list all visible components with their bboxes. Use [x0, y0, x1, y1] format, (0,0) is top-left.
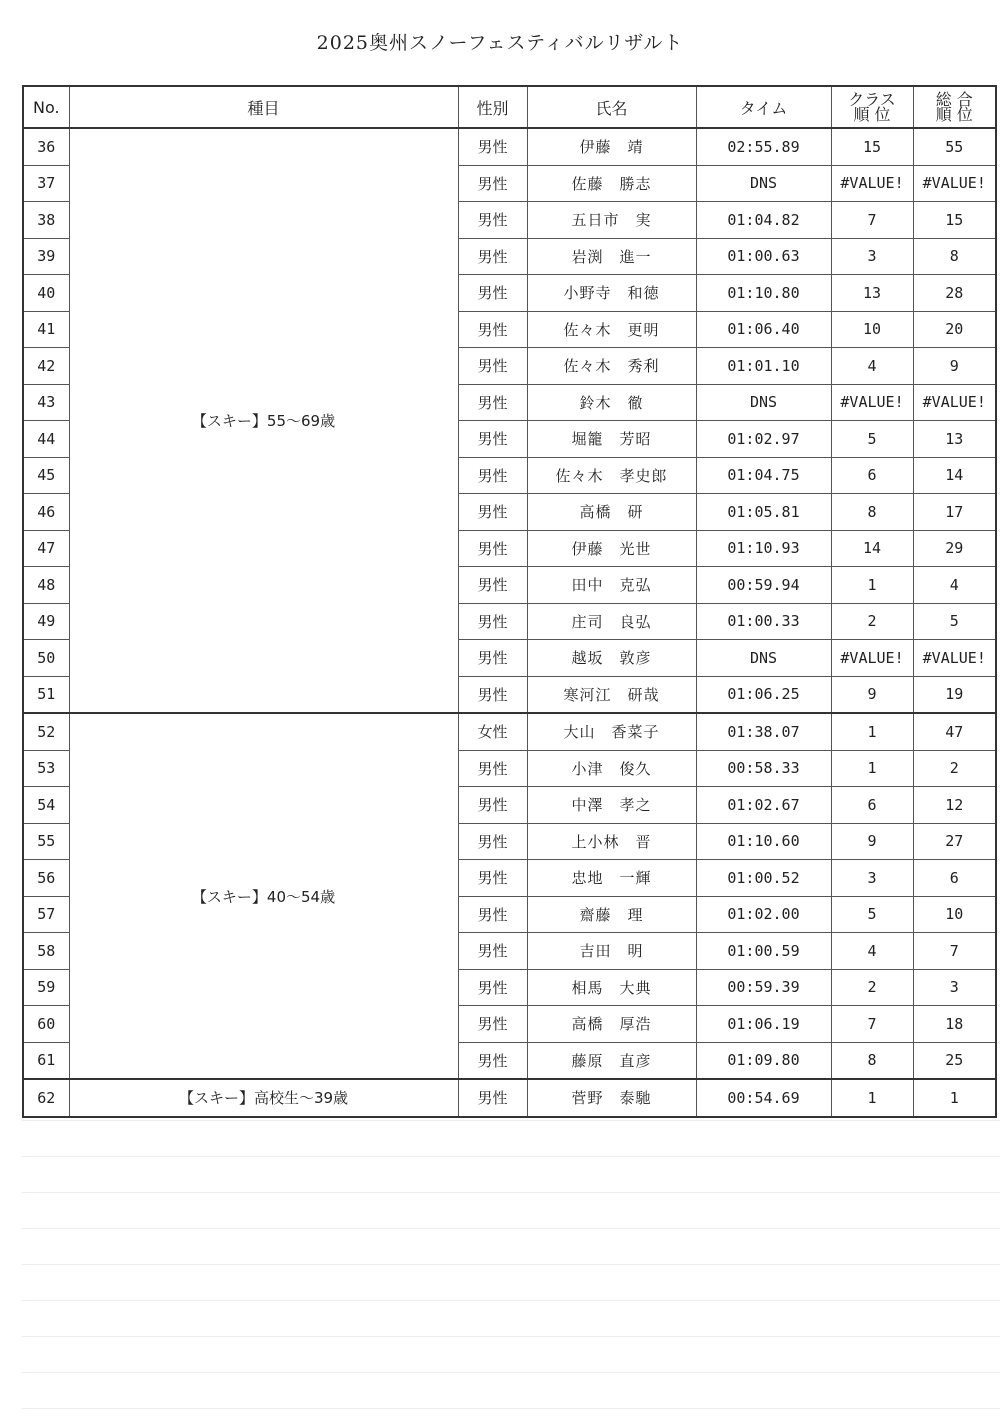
cell-gender: 男性 — [458, 676, 527, 713]
cell-overall-rank: 27 — [913, 823, 996, 860]
cell-class-rank: 7 — [831, 202, 913, 239]
bleed-through-background — [22, 1120, 1000, 1410]
table-row — [23, 713, 996, 750]
cell-name: 忠地 一輝 — [527, 860, 696, 897]
cell-class-rank: #VALUE! — [831, 640, 913, 677]
cell-gender: 男性 — [458, 787, 527, 824]
cell-overall-rank: 1 — [913, 1079, 996, 1117]
cell-class-rank: 3 — [831, 860, 913, 897]
cell-name: 越坂 敦彦 — [527, 640, 696, 677]
cell-time: DNS — [696, 384, 831, 421]
cell-no: 55 — [23, 823, 69, 860]
cell-time: DNS — [696, 640, 831, 677]
cell-time: 00:59.94 — [696, 567, 831, 604]
cell-no: 42 — [23, 348, 69, 385]
cell-gender: 男性 — [458, 896, 527, 933]
cell-overall-rank: 47 — [913, 713, 996, 750]
cell-time: 01:06.25 — [696, 676, 831, 713]
cell-class-rank: 2 — [831, 969, 913, 1006]
cell-name: 小野寺 和徳 — [527, 275, 696, 312]
cell-no: 54 — [23, 787, 69, 824]
cell-no: 47 — [23, 530, 69, 567]
results-body — [23, 128, 996, 1117]
cell-name: 伊藤 靖 — [527, 128, 696, 165]
cell-name: 寒河江 研哉 — [527, 676, 696, 713]
cell-name: 佐々木 更明 — [527, 311, 696, 348]
cell-no: 41 — [23, 311, 69, 348]
cell-no: 43 — [23, 384, 69, 421]
cell-time: 01:04.75 — [696, 457, 831, 494]
cell-name: 田中 克弘 — [527, 567, 696, 604]
header-gender: 性別 — [458, 86, 527, 128]
cell-gender: 男性 — [458, 165, 527, 202]
header-class-rank-line1: クラス — [848, 90, 896, 109]
cell-gender: 男性 — [458, 567, 527, 604]
cell-time: 01:10.60 — [696, 823, 831, 860]
cell-class-rank: #VALUE! — [831, 165, 913, 202]
cell-no: 57 — [23, 896, 69, 933]
cell-overall-rank: 13 — [913, 421, 996, 458]
cell-name: 吉田 明 — [527, 933, 696, 970]
cell-gender: 男性 — [458, 640, 527, 677]
cell-name: 上小林 晋 — [527, 823, 696, 860]
cell-no: 36 — [23, 128, 69, 165]
cell-gender: 男性 — [458, 348, 527, 385]
results-table — [22, 85, 997, 1118]
cell-time: 01:00.63 — [696, 238, 831, 275]
cell-gender: 男性 — [458, 603, 527, 640]
cell-gender: 男性 — [458, 202, 527, 239]
cell-time: 01:06.19 — [696, 1006, 831, 1043]
cell-gender: 男性 — [458, 530, 527, 567]
cell-gender: 男性 — [458, 969, 527, 1006]
cell-class-rank: 5 — [831, 896, 913, 933]
header-class-rank-line2: 順 位 — [853, 105, 891, 124]
cell-name: 庄司 良弘 — [527, 603, 696, 640]
header-overall-rank-line1: 総 合 — [935, 90, 973, 109]
cell-time: 00:54.69 — [696, 1079, 831, 1117]
cell-overall-rank: #VALUE! — [913, 165, 996, 202]
cell-name: 相馬 大典 — [527, 969, 696, 1006]
header-class-rank — [831, 86, 913, 128]
cell-overall-rank: 18 — [913, 1006, 996, 1043]
cell-name: 佐藤 勝志 — [527, 165, 696, 202]
cell-name: 鈴木 徹 — [527, 384, 696, 421]
cell-gender: 男性 — [458, 421, 527, 458]
cell-gender: 男性 — [458, 750, 527, 787]
cell-class-rank: 15 — [831, 128, 913, 165]
cell-time: 01:10.80 — [696, 275, 831, 312]
cell-time: 01:00.33 — [696, 603, 831, 640]
cell-class-rank: 6 — [831, 457, 913, 494]
cell-class-rank: 8 — [831, 1042, 913, 1079]
cell-no: 51 — [23, 676, 69, 713]
cell-name: 五日市 実 — [527, 202, 696, 239]
cell-no: 62 — [23, 1079, 69, 1117]
cell-class-rank: 8 — [831, 494, 913, 531]
cell-overall-rank: 10 — [913, 896, 996, 933]
cell-name: 齋藤 理 — [527, 896, 696, 933]
cell-class-rank: 1 — [831, 750, 913, 787]
cell-overall-rank: 2 — [913, 750, 996, 787]
cell-time: 01:02.00 — [696, 896, 831, 933]
cell-gender: 男性 — [458, 311, 527, 348]
cell-time: 01:01.10 — [696, 348, 831, 385]
cell-time: 01:02.97 — [696, 421, 831, 458]
cell-no: 44 — [23, 421, 69, 458]
cell-class-rank: 4 — [831, 348, 913, 385]
cell-gender: 男性 — [458, 1042, 527, 1079]
cell-gender: 男性 — [458, 128, 527, 165]
cell-class-rank: 4 — [831, 933, 913, 970]
cell-name: 菅野 泰馳 — [527, 1079, 696, 1117]
cell-name: 岩渕 進一 — [527, 238, 696, 275]
cell-overall-rank: 25 — [913, 1042, 996, 1079]
cell-overall-rank: #VALUE! — [913, 384, 996, 421]
header-event: 種目 — [69, 86, 458, 128]
cell-no: 61 — [23, 1042, 69, 1079]
cell-time: 01:38.07 — [696, 713, 831, 750]
cell-name: 高橋 厚浩 — [527, 1006, 696, 1043]
header-name: 氏名 — [527, 86, 696, 128]
cell-time: 01:05.81 — [696, 494, 831, 531]
header-no: No. — [23, 86, 69, 128]
cell-class-rank: #VALUE! — [831, 384, 913, 421]
cell-class-rank: 14 — [831, 530, 913, 567]
cell-gender: 男性 — [458, 384, 527, 421]
cell-class-rank: 13 — [831, 275, 913, 312]
cell-overall-rank: 6 — [913, 860, 996, 897]
cell-gender: 男性 — [458, 275, 527, 312]
cell-time: DNS — [696, 165, 831, 202]
cell-no: 37 — [23, 165, 69, 202]
cell-name: 佐々木 孝史郎 — [527, 457, 696, 494]
cell-no: 49 — [23, 603, 69, 640]
cell-time: 02:55.89 — [696, 128, 831, 165]
header-overall-rank-line2: 順 位 — [935, 105, 973, 124]
cell-class-rank: 9 — [831, 676, 913, 713]
cell-name: 佐々木 秀利 — [527, 348, 696, 385]
cell-gender: 男性 — [458, 1079, 527, 1117]
cell-overall-rank: #VALUE! — [913, 640, 996, 677]
cell-name: 藤原 直彦 — [527, 1042, 696, 1079]
cell-class-rank: 1 — [831, 1079, 913, 1117]
cell-name: 小津 俊久 — [527, 750, 696, 787]
cell-name: 大山 香菜子 — [527, 713, 696, 750]
cell-event: 【スキー】55〜69歳 — [69, 128, 458, 713]
cell-no: 59 — [23, 969, 69, 1006]
cell-gender: 男性 — [458, 457, 527, 494]
cell-time: 01:04.82 — [696, 202, 831, 239]
header-row — [23, 86, 996, 128]
cell-no: 60 — [23, 1006, 69, 1043]
cell-class-rank: 1 — [831, 713, 913, 750]
cell-gender: 男性 — [458, 494, 527, 531]
cell-time: 01:00.52 — [696, 860, 831, 897]
table-row — [23, 1079, 996, 1117]
cell-class-rank: 7 — [831, 1006, 913, 1043]
cell-event: 【スキー】40〜54歳 — [69, 713, 458, 1079]
cell-no: 46 — [23, 494, 69, 531]
cell-gender: 男性 — [458, 1006, 527, 1043]
cell-time: 01:10.93 — [696, 530, 831, 567]
cell-name: 中澤 孝之 — [527, 787, 696, 824]
cell-overall-rank: 9 — [913, 348, 996, 385]
cell-overall-rank: 55 — [913, 128, 996, 165]
cell-no: 50 — [23, 640, 69, 677]
cell-time: 01:06.40 — [696, 311, 831, 348]
cell-time: 01:09.80 — [696, 1042, 831, 1079]
cell-name: 伊藤 光世 — [527, 530, 696, 567]
cell-time: 00:59.39 — [696, 969, 831, 1006]
cell-gender: 男性 — [458, 238, 527, 275]
cell-gender: 男性 — [458, 860, 527, 897]
table-row — [23, 128, 996, 165]
cell-class-rank: 2 — [831, 603, 913, 640]
cell-gender: 男性 — [458, 933, 527, 970]
cell-no: 38 — [23, 202, 69, 239]
cell-time: 01:02.67 — [696, 787, 831, 824]
cell-time: 01:00.59 — [696, 933, 831, 970]
cell-class-rank: 5 — [831, 421, 913, 458]
cell-no: 53 — [23, 750, 69, 787]
cell-overall-rank: 4 — [913, 567, 996, 604]
cell-overall-rank: 15 — [913, 202, 996, 239]
cell-overall-rank: 17 — [913, 494, 996, 531]
cell-overall-rank: 7 — [913, 933, 996, 970]
cell-event: 【スキー】高校生〜39歳 — [69, 1079, 458, 1117]
cell-name: 堀籠 芳昭 — [527, 421, 696, 458]
cell-no: 58 — [23, 933, 69, 970]
cell-no: 52 — [23, 713, 69, 750]
cell-class-rank: 6 — [831, 787, 913, 824]
cell-no: 45 — [23, 457, 69, 494]
page-title: 2025奥州スノーフェスティバルリザルト — [316, 32, 684, 54]
cell-no: 48 — [23, 567, 69, 604]
cell-overall-rank: 12 — [913, 787, 996, 824]
header-time: タイム — [696, 86, 831, 128]
cell-class-rank: 1 — [831, 567, 913, 604]
cell-overall-rank: 20 — [913, 311, 996, 348]
cell-overall-rank: 28 — [913, 275, 996, 312]
cell-no: 40 — [23, 275, 69, 312]
cell-time: 00:58.33 — [696, 750, 831, 787]
cell-class-rank: 10 — [831, 311, 913, 348]
cell-class-rank: 3 — [831, 238, 913, 275]
cell-class-rank: 9 — [831, 823, 913, 860]
header-overall-rank — [913, 86, 996, 128]
cell-overall-rank: 8 — [913, 238, 996, 275]
cell-overall-rank: 5 — [913, 603, 996, 640]
cell-name: 高橋 研 — [527, 494, 696, 531]
cell-overall-rank: 29 — [913, 530, 996, 567]
cell-overall-rank: 14 — [913, 457, 996, 494]
cell-no: 39 — [23, 238, 69, 275]
cell-overall-rank: 19 — [913, 676, 996, 713]
cell-gender: 男性 — [458, 823, 527, 860]
cell-overall-rank: 3 — [913, 969, 996, 1006]
cell-no: 56 — [23, 860, 69, 897]
cell-gender: 女性 — [458, 713, 527, 750]
